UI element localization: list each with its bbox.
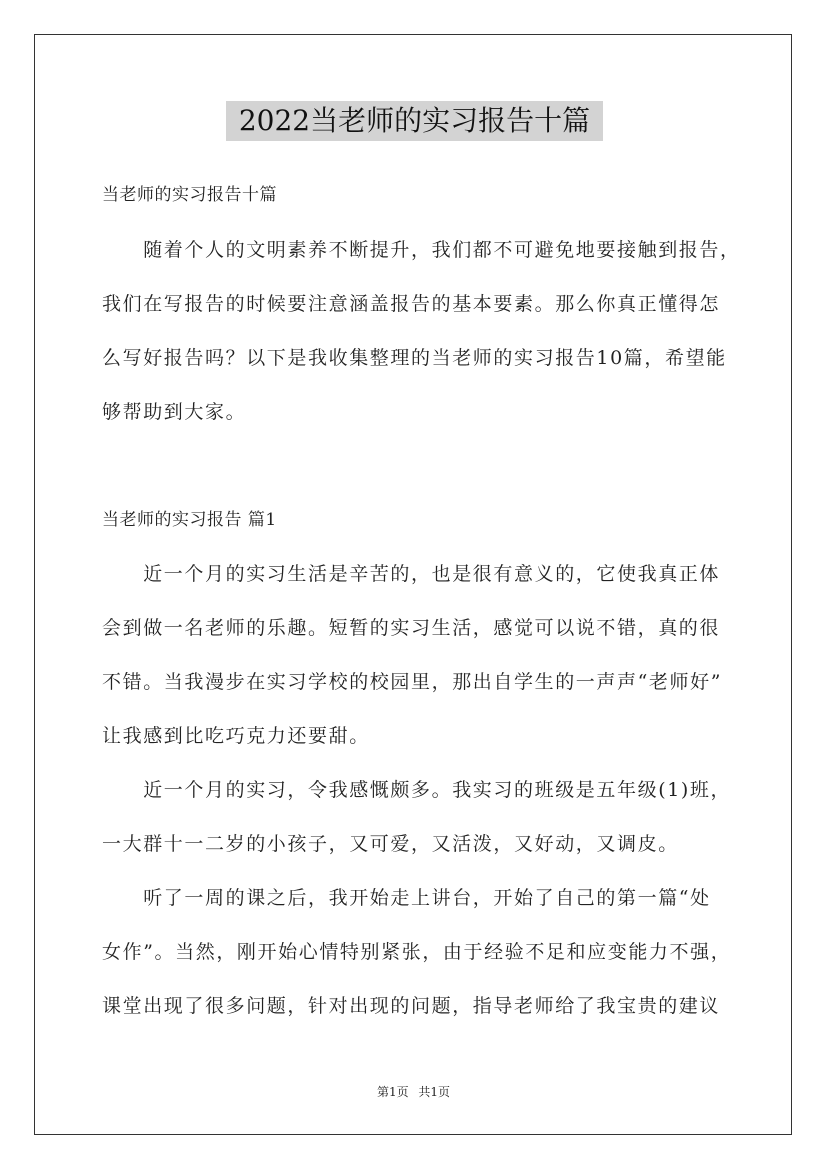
intro-line: 我们在写报告的时候要注意涵盖报告的基本要素。那么你真正懂得怎 <box>102 293 721 315</box>
page-number: 第1页 <box>376 1085 409 1099</box>
document-title: 2022当老师的实习报告十篇 <box>226 101 603 141</box>
intro-line: 么写好报告吗？以下是我收集整理的当老师的实习报告10篇，希望能 <box>102 347 727 369</box>
intro-line: 随着个人的文明素养不断提升，我们都不可避免地要接触到报告， <box>102 239 741 261</box>
document-subtitle: 当老师的实习报告十篇 <box>102 185 277 205</box>
body-line: 听了一周的课之后，我开始走上讲台，开始了自己的第一篇“处 <box>102 887 711 909</box>
body-line: 一大群十一二岁的小孩子，又可爱，又活泼，又好动，又调皮。 <box>102 833 679 855</box>
section-heading: 当老师的实习报告 篇1 <box>102 510 277 530</box>
body-line: 课堂出现了很多问题，针对出现的问题，指导老师给了我宝贵的建议 <box>102 995 721 1017</box>
body-line: 女作”。当然，刚开始心情特别紧张，由于经验不足和应变能力不强， <box>102 941 732 963</box>
body-line: 让我感到比吃巧克力还要甜。 <box>102 725 370 747</box>
body-line: 近一个月的实习，令我感慨颇多。我实习的班级是五年级(1)班， <box>102 779 732 801</box>
intro-line: 够帮助到大家。 <box>102 401 247 423</box>
body-line: 不错。当我漫步在实习学校的校园里，那出自学生的一声声“老师好” <box>102 671 723 693</box>
body-line: 会到做一名老师的乐趣。短暂的实习生活，感觉可以说不错，真的很 <box>102 617 721 639</box>
page-total: 共1页 <box>418 1085 451 1099</box>
page-footer <box>0 1083 827 1100</box>
body-line: 近一个月的实习生活是辛苦的，也是很有意义的，它使我真正体 <box>102 563 721 585</box>
